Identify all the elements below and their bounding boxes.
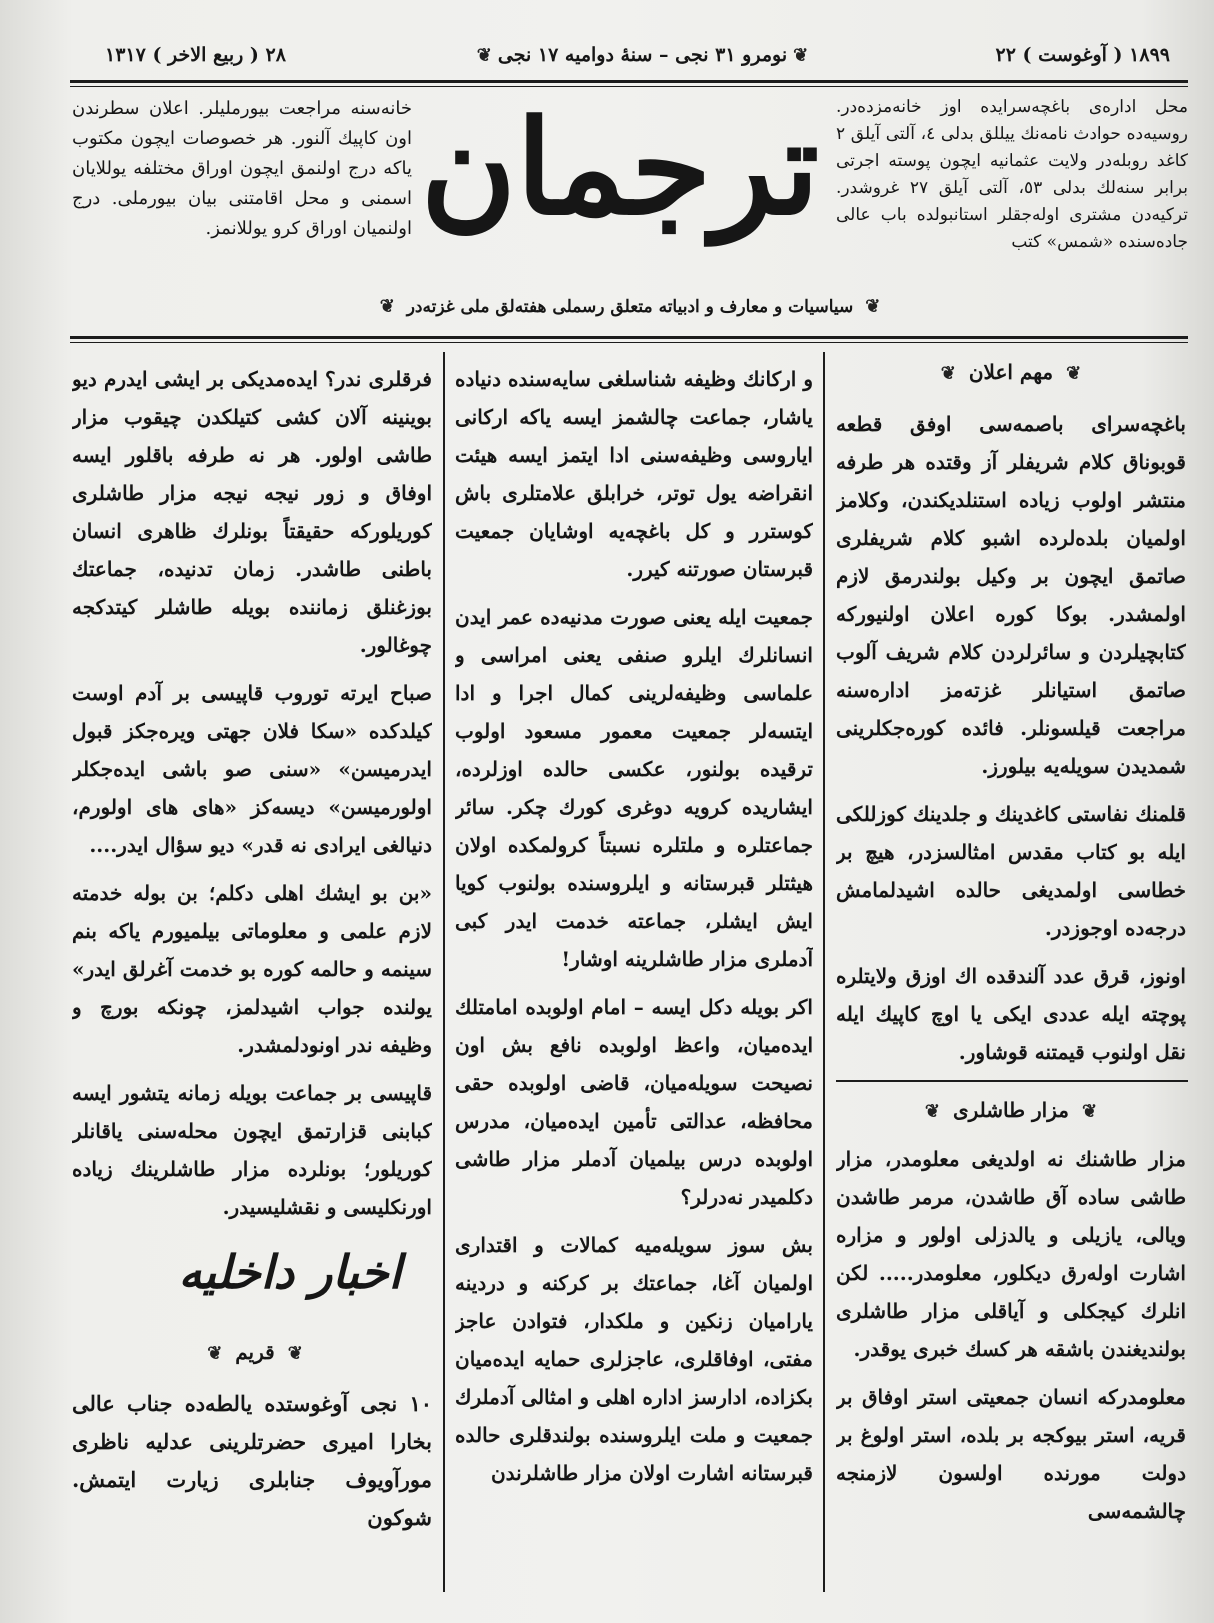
flourish-icon: ❦ <box>865 296 881 317</box>
masthead <box>420 91 820 286</box>
paragraph: «بن بو ایشك اهلی دکلم؛ بن بوله خدمته لازم علمی و معلوماتی بیلمیورم یاکه بنم سینمه و حالمه کوره بو خدمت آغرلق ایدر» یولنده جواب اشیدلمز، چونکه بورچ و وظیفه ندر اونودلمشدر. <box>72 881 432 1057</box>
masthead-rule-thin <box>70 342 1188 343</box>
heading-text: مزار طاشلری <box>952 1098 1069 1122</box>
date-hijri: ٢٨ ( ربیع الاخر ) ١٣١٧ <box>105 44 286 66</box>
paragraph: مزار طاشنك نه اولدیغی معلومدر، مزار طاشی ساده آق طاشدن، مرمر طاشدن ویالی، یازیلی و یالدزلی اولور و مزاره اشارت اوله‌رق دیکلور، معلومدر..... لکن انلرك کیجکلی و آیاقلی مزار طاشلری بولندیغندن باشقه هر کسك خبری یوقدر. <box>836 1147 1186 1361</box>
column-divider <box>443 352 445 1592</box>
paragraph: ١٠ نجی آوغوستده یالطه‌ده جناب عالی بخارا امیری حضرتلرینی عدلیه ناظری مورآویوف جنابلری زیارت ایتمش. شوکون <box>72 1391 432 1530</box>
date-gregorian: ١٨٩٩ ( آوغوست ) ٢٢ <box>995 44 1170 66</box>
paragraph: اونوز، قرق عدد آلندقده اك اوزق ولایتلره پوچته ایله عددی ایکی یا اوچ کاپیك ایله نقل اولنوب قیمتنه قوشاور. <box>836 964 1186 1064</box>
flourish-icon: ❦ <box>793 45 809 66</box>
domestic-news-title: اخبار داخلیه <box>178 1245 402 1299</box>
flourish-icon: ❦ <box>379 296 395 317</box>
flourish-icon: ❦ <box>940 363 956 384</box>
column-divider <box>823 352 825 1592</box>
paragraph: قاپیسی بر جماعت بویله زمانه یتشور ایسه کبابنی قزارتمق ایچون محله‌سنی یاقانلر کوریلور؛ بونلرده مزار طاشلرینك زیاده اورنکلیسی و نقشلیسیدر. <box>72 1081 432 1219</box>
header-rule <box>70 80 1188 83</box>
flourish-icon: ❦ <box>287 1343 303 1364</box>
flourish-icon: ❦ <box>1081 1101 1098 1122</box>
flourish-icon: ❦ <box>476 45 492 66</box>
flourish-icon: ❦ <box>1066 363 1082 384</box>
column-middle <box>455 360 813 1600</box>
issue-text: نومرو ٣١ نجی – سنهٔ دوامیه ١٧ نجی <box>497 44 788 66</box>
heading-text: مهم اعلان <box>968 360 1054 384</box>
info-block-left <box>72 94 412 294</box>
paragraph: صباح ایرته توروب قاپیسی بر آدم اوست کیلدکده «سکا فلان جهتی ویره‌جکز قبول ایدرمیسن» «سنی صو باشی ایده‌جکلر اولورمیسن» دیسه‌کز «های های اولورم، دنیالغی ایرادی نه قدر» دیو سؤال ایدر.... <box>72 681 432 857</box>
column-right-lower <box>836 1140 1186 1600</box>
flourish-icon: ❦ <box>924 1101 941 1122</box>
masthead-subtitle <box>320 296 940 326</box>
masthead-title: ترجمان <box>420 91 820 244</box>
paragraph: جمعیت ایله یعنی صورت مدنیه‌ده عمر ایدن انسانلرك ایلرو صنفی یعنی امراسی و علماسی وظیفه‌لرینی کمال اجرا و ادا ایتسه‌لر جمعیت معمور مسعود اولوب ترقیده بولنور، عکسی حالده اوزلرده، ایشاریده کرویه دوغری کورك چکر. سائر جماعتلره و ملتلره نسبتاً کرولمکده اولان هیثتلر قبرستانه و ایلروسنده بولنوب کویا ایش ایشلر، جماعته خدمت ایدر کبی آدملری مزار طاشلرینه اوشار! <box>455 605 813 971</box>
subtitle-text: سیاسیات و معارف و ادبیاته متعلق رسملی هفته‌لق ملی غزته‌در <box>406 297 854 317</box>
important-notice-heading <box>836 360 1186 396</box>
paragraph: باغچه‌سرای باصمه‌سی اوفق قطعه قوبوناق کلام شریفلر آز وقتده هر طرفه منتشر اولوب زیاده استنلدیکندن، وکلامز اولمیان بلده‌لرده اشبو کلام شریفلری صاتمق ایچون بر وکیل بولندرمق لازم اولمشدر. بوکا کوره اعلان اولنیورکه کتابچیلردن و سائرلردن کلام شریف آلوب صاتمق استیانلر غزته‌مز اداره‌سنه مراجعت قیلسونلر. فائده کوره‌جکلرینی شمدیدن سویله‌یه بیلورز. <box>836 412 1186 778</box>
heading-text: قریم <box>235 1340 275 1364</box>
issue-number <box>471 44 814 66</box>
crimea-heading <box>180 1340 330 1376</box>
paragraph: قلمنك نفاستی کاغدینك و جلدینك کوزللکی ایله بو کتاب مقدس امثالسزدر، هیچ بر خطاسی اولمدیغی حالده اشیدلمامش درجه‌ده اوجوزدر. <box>836 802 1186 940</box>
paragraph: و ارکانك وظیفه شناسلغی سایه‌سنده دنیاده یاشار، جماعت چالشمز ایسه یاکه ارکانی ایاروسی وظیفه‌سنی ادا ایتمز ایسه هیئت انقراضه یول توتر، خرابلق علامتلری باش کوسترر و کل باغچه‌یه اوشایان جمعیت قبرستان صورتنه کیرر. <box>455 367 813 581</box>
paragraph: اکر بویله دکل ایسه – امام اولوبده امامتلك ایده‌میان، واعظ اولوبده نافع بش اون نصیحت سویله‌میان، قاضی اولوبده حقی محافظه، عدالتی تأمین ایده‌میان، مدرس اولوبده درس بیلمیان آدملر مزار طاشی دکلمیدر نه‌درلر؟ <box>455 995 813 1209</box>
column-left-lower <box>72 1385 432 1605</box>
paragraph: بش سوز سویله‌میه کمالات و اقتداری اولمیان آغا، جماعتك بر کرکنه و دردینه یارامیان زنکین و ملکدار، فتوادن عاجز مفتی، اوفاقلری، عاجزلری حمایه ایده‌میان بکزاده، ادارسز اداره اهلی و امثالی آدملرك جمعیت و ملت ایلروسنده بولندقلری حالده قبرستانه اشارت اولان مزار طاشلرندن <box>455 1233 813 1485</box>
gravestones-heading <box>836 1098 1186 1134</box>
column-right <box>836 405 1186 1065</box>
column-left <box>72 360 432 1220</box>
advert-info: خانه‌سنه مراجعت بیورملیلر. اعلان سطرندن اون کاپیك آلنور. هر خصوصات ایچون مکتوب یاکه درج اولنمق ایچون اوراق مختلفه یوللایان اسمنی و محل اقامتنی بیان بیورملی. درج اولنمیان اوراق کرو یوللانمز. <box>72 98 412 239</box>
header-rule-thin <box>70 86 1188 87</box>
masthead-rule <box>70 336 1188 339</box>
top-dateline <box>95 38 1190 78</box>
info-block-right <box>836 94 1188 294</box>
flourish-icon: ❦ <box>207 1343 223 1364</box>
subscription-info: محل اداره‌ی باغچه‌سرایده اوز خانه‌مزده‌در. روسیه‌ده حوادث نامه‌نك ییللق بدلی ٤، آلتی آیلق ٢ کاغد روبله‌در ولایت عثمانیه ایچون پوسته اجرتی برابر سنه‌لك بدلی ٥٣، آلتی آیلق ٢٧ غروشدر. ترکیه‌دن مشتری اوله‌جقلر استانبولده باب عالی جاده‌سنده «شمس» کتب <box>836 97 1188 252</box>
paragraph: معلومدرکه انسان جمعیتی استر اوفاق بر قریه، استر بیوکجه بر بلده، استر اولوغ بر دولت مورنده اولسون لازمنجه چالشمه‌سی <box>836 1385 1186 1523</box>
paragraph: فرقلری ندر؟ ایده‌مدیکی بر ایشی ایدرم دیو بوینینه آلان کشی کتیلکدن چیقوب مزار طاشی اولور. هر نه طرفه باقلور ایسه اوفاق و زور نیجه نیجه مزار طاشلری کوریلورکه حقیقتاً بونلرك ظاهری انسان باطنی طاشدر. زمان تدنیده، جماعتك بوزغنلق زماننده بویله طاشلر کیتدکجه چوغالور. <box>72 367 432 657</box>
section-rule <box>836 1080 1188 1082</box>
